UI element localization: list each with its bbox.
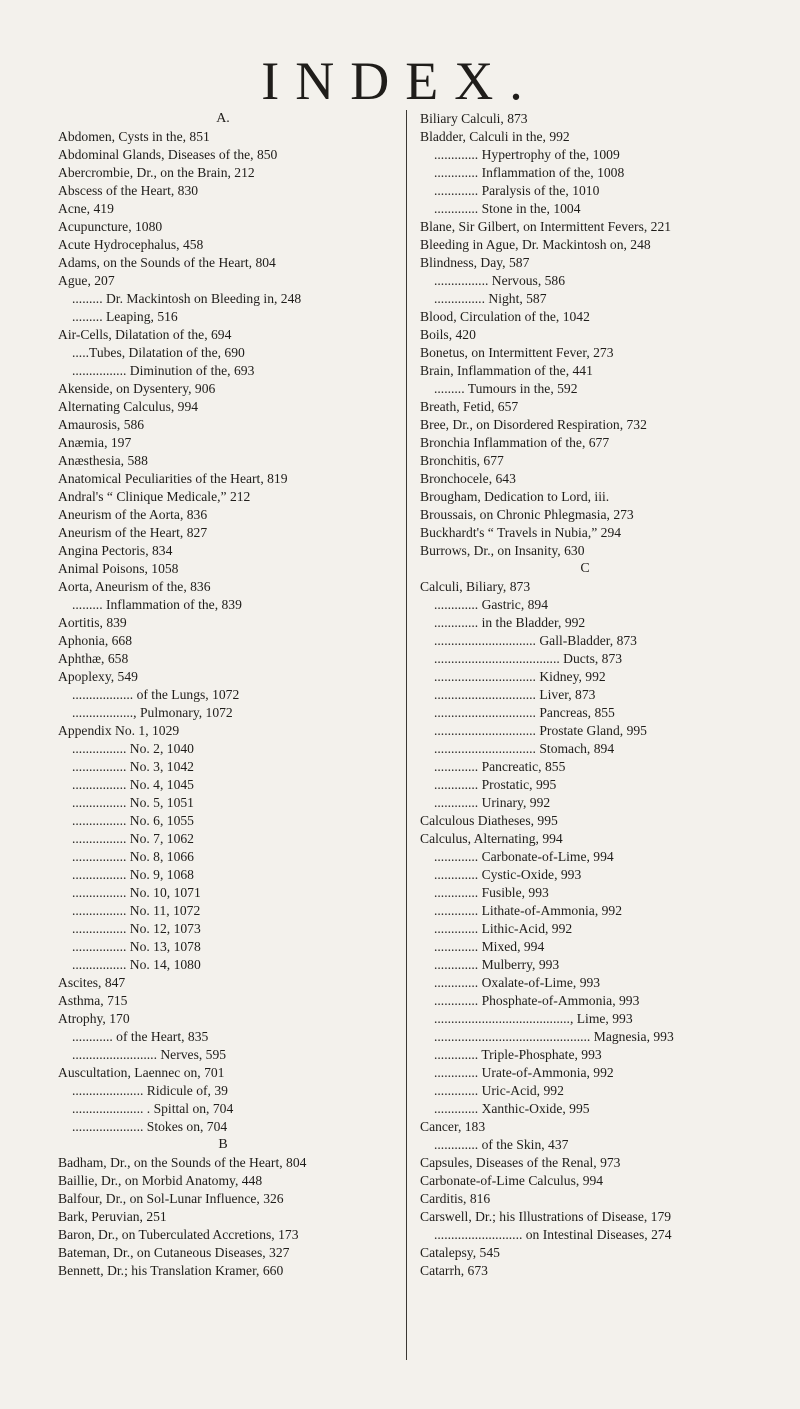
index-entry: Bronchocele, 643 [420,471,516,486]
index-entry: Biliary Calculi, 873 [420,111,528,126]
index-entry: Cancer, 183 [420,1119,486,1134]
column-divider [406,110,407,1360]
index-entry: Badham, Dr., on the Sounds of the Heart, 804 [58,1155,307,1170]
index-subentry: ................ No. 8, 1066 [72,849,194,864]
index-entry: Brain, Inflammation of the, 441 [420,363,593,378]
index-subentry: ............. Oxalate-of-Lime, 993 [434,975,601,990]
index-subentry: .....Tubes, Dilatation of the, 690 [72,345,245,360]
index-subentry: ............. of the Skin, 437 [434,1137,569,1152]
index-entry: Bleeding in Ague, Dr. Mackintosh on, 248 [420,237,651,252]
index-entry: Bronchia Inflammation of the, 677 [420,435,610,450]
index-subentry: .................. of the Lungs, 1072 [72,687,240,702]
index-subentry: ................ No. 7, 1062 [72,831,194,846]
index-entry: Balfour, Dr., on Sol-Lunar Influence, 326 [58,1191,284,1206]
index-subentry: ............ of the Heart, 835 [72,1029,209,1044]
index-subentry: .............................. Liver, 873 [434,687,596,702]
index-entry: Buckhardt's “ Travels in Nubia,” 294 [420,525,622,540]
index-subentry: .............................. Gall-Bladder, 873 [434,633,637,648]
index-subentry: ................ No. 6, 1055 [72,813,194,828]
index-entry: Bree, Dr., on Disordered Respiration, 732 [420,417,647,432]
index-entry: Acute Hydrocephalus, 458 [58,237,204,252]
index-entry: Anæmia, 197 [58,435,132,450]
index-subentry: ............. Inflammation of the, 1008 [434,165,625,180]
index-subentry: ............. Mulberry, 993 [434,957,560,972]
index-entry: Animal Poisons, 1058 [58,561,179,576]
index-subentry: ............. Cystic-Oxide, 993 [434,867,582,882]
index-entry: Adams, on the Sounds of the Heart, 804 [58,255,276,270]
index-entry: Abdominal Glands, Diseases of the, 850 [58,147,278,162]
index-subentry: ............. Triple-Phosphate, 993 [434,1047,602,1062]
index-subentry: ............. Uric-Acid, 992 [434,1083,564,1098]
index-subentry: ................ No. 5, 1051 [72,795,194,810]
section-heading: A. [216,111,230,126]
index-entry: Baron, Dr., on Tuberculated Accretions, 173 [58,1227,299,1242]
index-entry: Catalepsy, 545 [420,1245,500,1260]
index-entry: Bark, Peruvian, 251 [58,1209,167,1224]
index-subentry: ................ No. 9, 1068 [72,867,194,882]
index-entry: Carbonate-of-Lime Calculus, 994 [420,1173,604,1188]
index-entry: Bonetus, on Intermittent Fever, 273 [420,345,614,360]
index-entry: Ague, 207 [58,273,115,288]
index-entry: Angina Pectoris, 834 [58,543,173,558]
index-subentry: ............. Mixed, 994 [434,939,545,954]
index-entry: Akenside, on Dysentery, 906 [58,381,216,396]
index-subentry: .............................................. Magnesia, 993 [434,1029,674,1044]
index-subentry: .............................. Kidney, 992 [434,669,606,684]
index-subentry: ......... Tumours in the, 592 [434,381,578,396]
index-subentry: ................ No. 13, 1078 [72,939,201,954]
index-entry: Amaurosis, 586 [58,417,145,432]
index-subentry: ......... Inflammation of the, 839 [72,597,242,612]
index-subentry: ................ No. 14, 1080 [72,957,201,972]
index-entry: Apoplexy, 549 [58,669,138,684]
index-entry: Calculi, Biliary, 873 [420,579,531,594]
index-subentry: ............. Urinary, 992 [434,795,551,810]
index-entry: Bennett, Dr.; his Translation Kramer, 660 [58,1263,284,1278]
index-subentry: .............................. Pancreas, 855 [434,705,615,720]
index-subentry: .............................. Stomach, 894 [434,741,615,756]
index-entry: Blindness, Day, 587 [420,255,530,270]
section-heading: B [218,1137,228,1152]
index-entry: Aorta, Aneurism of the, 836 [58,579,211,594]
index-entry: Ascites, 847 [58,975,126,990]
index-entry: Burrows, Dr., on Insanity, 630 [420,543,585,558]
index-subentry: ............. Pancreatic, 855 [434,759,566,774]
index-subentry: ............. Phosphate-of-Ammonia, 993 [434,993,640,1008]
index-entry: Alternating Calculus, 994 [58,399,199,414]
index-entry: Carditis, 816 [420,1191,491,1206]
index-subentry: ................ No. 4, 1045 [72,777,194,792]
index-subentry: ..................... . Spittal on, 704 [72,1101,234,1116]
index-entry: Bladder, Calculi in the, 992 [420,129,570,144]
page-title: INDEX. [261,51,539,111]
index-subentry: ..................... Ridicule of, 39 [72,1083,228,1098]
index-subentry: ................ No. 2, 1040 [72,741,194,756]
index-entry: Calculus, Alternating, 994 [420,831,563,846]
index-subentry: ................ No. 12, 1073 [72,921,201,936]
index-entry: Acupuncture, 1080 [58,219,163,234]
index-subentry: ............. Fusible, 993 [434,885,549,900]
index-subentry: ..................................... Ducts, 873 [434,651,623,666]
index-entry: Baillie, Dr., on Morbid Anatomy, 448 [58,1173,263,1188]
index-subentry: ............. Lithate-of-Ammonia, 992 [434,903,623,918]
index-subentry: ............. Carbonate-of-Lime, 994 [434,849,614,864]
index-subentry: ............. Lithic-Acid, 992 [434,921,573,936]
index-entry: Andral's “ Clinique Medicale,” 212 [58,489,251,504]
index-entry: Aneurism of the Aorta, 836 [58,507,208,522]
index-subentry: ......................... Nerves, 595 [72,1047,227,1062]
index-subentry: ................ Nervous, 586 [434,273,566,288]
index-entry: Calculous Diatheses, 995 [420,813,558,828]
index-entry: Abscess of the Heart, 830 [58,183,199,198]
index-entry: Atrophy, 170 [58,1011,130,1026]
index-entry: Brougham, Dedication to Lord, iii. [420,489,610,504]
section-heading: C [580,561,590,576]
index-subentry: ............. Urate-of-Ammonia, 992 [434,1065,614,1080]
index-entry: Carswell, Dr.; his Illustrations of Disease, 179 [420,1209,672,1224]
index-subentry: .............................. Prostate Gland, 995 [434,723,647,738]
index-subentry: ..................... Stokes on, 704 [72,1119,228,1134]
index-entry: Air-Cells, Dilatation of the, 694 [58,327,232,342]
index-entry: Auscultation, Laennec on, 701 [58,1065,225,1080]
index-entry: Anatomical Peculiarities of the Heart, 819 [58,471,288,486]
index-entry: Bronchitis, 677 [420,453,504,468]
index-subentry: ............. Prostatic, 995 [434,777,557,792]
index-entry: Catarrh, 673 [420,1263,488,1278]
index-subentry: ............. in the Bladder, 992 [434,615,586,630]
index-entry: Appendix No. 1, 1029 [58,723,180,738]
index-entry: Aortitis, 839 [58,615,127,630]
index-entry: Boils, 420 [420,327,476,342]
index-subentry: ......... Leaping, 516 [72,309,178,324]
index-entry: Asthma, 715 [58,993,128,1008]
index-subentry: ............. Stone in the, 1004 [434,201,581,216]
index-entry: Broussais, on Chronic Phlegmasia, 273 [420,507,634,522]
index-column-right [420,110,750,1280]
index-subentry: ............... Night, 587 [434,291,547,306]
index-entry: Abercrombie, Dr., on the Brain, 212 [58,165,255,180]
index-subentry: .......................... on Intestinal Diseases, 274 [434,1227,672,1242]
index-subentry: ........................................, Lime, 993 [434,1011,633,1026]
index-entry: Anæsthesia, 588 [58,453,148,468]
index-subentry: ............. Gastric, 894 [434,597,549,612]
index-subentry: .................., Pulmonary, 1072 [72,705,233,720]
index-subentry: ............. Paralysis of the, 1010 [434,183,600,198]
index-subentry: ................ No. 10, 1071 [72,885,201,900]
index-entry: Blane, Sir Gilbert, on Intermittent Fevers, 221 [420,219,672,234]
index-entry: Aphonia, 668 [58,633,133,648]
index-entry: Abdomen, Cysts in the, 851 [58,129,210,144]
index-entry: Aneurism of the Heart, 827 [58,525,208,540]
index-subentry: ......... Dr. Mackintosh on Bleeding in, 248 [72,291,302,306]
index-subentry: ................ Diminution of the, 693 [72,363,255,378]
index-column-left [58,110,388,1280]
index-entry: Capsules, Diseases of the Renal, 973 [420,1155,621,1170]
index-subentry: ............. Xanthic-Oxide, 995 [434,1101,590,1116]
index-subentry: ................ No. 11, 1072 [72,903,201,918]
index-entry: Bateman, Dr., on Cutaneous Diseases, 327 [58,1245,290,1260]
index-subentry: ............. Hypertrophy of the, 1009 [434,147,620,162]
index-entry: Aphthæ, 658 [58,651,129,666]
index-entry: Acne, 419 [58,201,114,216]
index-subentry: ................ No. 3, 1042 [72,759,194,774]
index-entry: Breath, Fetid, 657 [420,399,519,414]
index-entry: Blood, Circulation of the, 1042 [420,309,590,324]
